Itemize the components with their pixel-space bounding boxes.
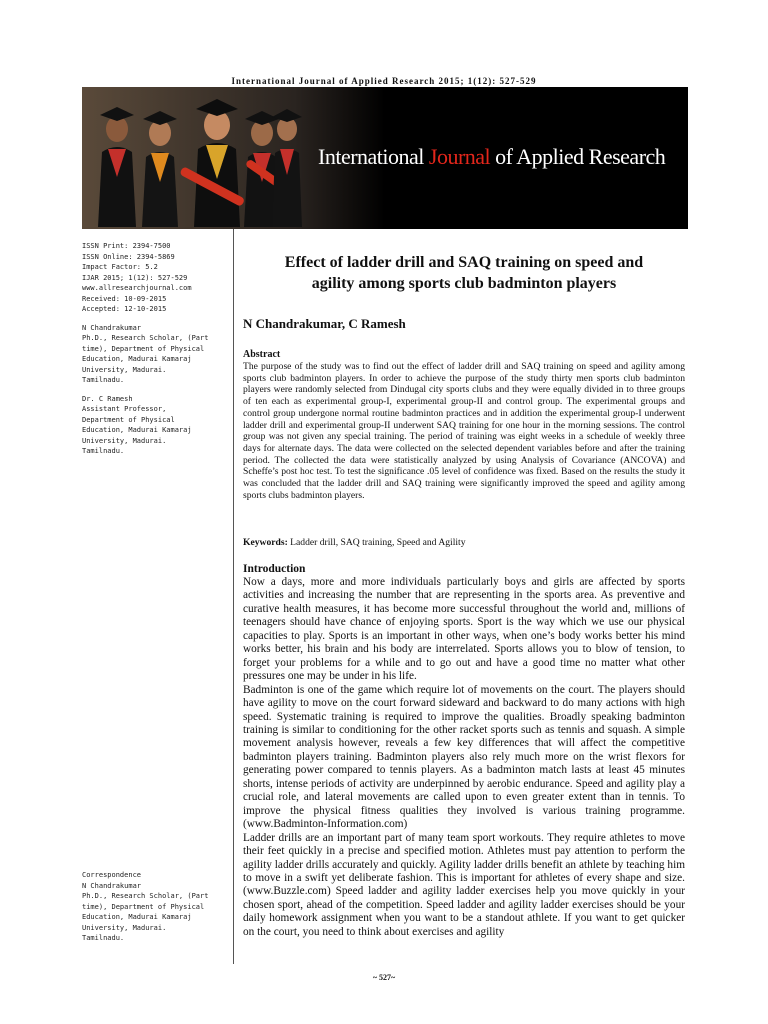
body-paragraph: Ladder drills are an important part of many team sport workouts. They require athletes to move their feet quickly in a precise and specified motion. Athletes must pay attention to perform the agility ladder drills accurately and quickly. Agility ladder drills benefit an athlete by teaching him to move in a swift yet deliberate fashion. This is important for athletes of every shape and size. (www.Buzzle.com) Speed ladder and agility ladder exercises help you move quickly in your chosen sport, ahead of the competition. Speed ladder and agility ladder exercises should be your daily homework assignment when you want to be a standout athlete. If you want to get quicker on the court, you need to think about exercises and agility [243, 831, 685, 938]
journal-title-part: International [318, 144, 429, 169]
keywords-label: Keywords: [243, 537, 288, 548]
affiliation-line: University, Madurai. [82, 365, 167, 374]
article-title [243, 252, 685, 294]
abstract-text: The purpose of the study was to find out the effect of ladder drill and SAQ training on speed and agility among sports club badminton players. In order to achieve the purpose of the study thirty men sports club badminton players were randomly selected from Dindugal city sports clubs and they were equally divided in to three groups of ten each as experimental group-I, experimental group-II and control group. The experimental groups and control group undergone normal routine badminton practices and in addition the experimental group-I underwent ladder drill and experimental group-II underwent SAQ training for one hour in the morning sessions. The control group was not given any special training. The period of training was eight weeks in a schedule of weekly three days for alternate days. The data were collected on the selected dependent variables before and after the training period. The collected the data were statistically analyzed by using Analysis of Covariance (ANCOVA) and Scheffe’s post hoc test. To test the significance .05 level of confidence was fixed. Based on the results the study it was concluded that the ladder drill and SAQ training were significantly improved the speed and agility among sports clubs badminton players. [243, 361, 685, 501]
sidebar-info-line: ISSN Online: 2394-5869 [82, 252, 175, 261]
sidebar-info-line: Accepted: 12-10-2015 [82, 305, 167, 313]
keywords [243, 537, 685, 548]
affiliation-line: University, Madurai. [82, 436, 167, 445]
correspondence-line: N Chandrakumar [82, 881, 142, 890]
affiliation-line: Education, Madurai Kamaraj [82, 355, 192, 363]
affiliation-line: Ph.D., Research Scholar, (Part [82, 334, 209, 342]
correspondence-line: Tamilnadu. [82, 934, 125, 942]
correspondence-line: time), Department of Physical [82, 902, 205, 911]
page-number: ~ 527~ [372, 973, 396, 982]
sidebar-info-line: ISSN Print: 2394-7500 [82, 242, 171, 250]
journal-citation-header: International Journal of Applied Research 2015; 1(12): 527-529 [231, 76, 537, 86]
article-authors: N Chandrakumar, C Ramesh [243, 316, 406, 331]
correspondence-line: Ph.D., Research Scholar, (Part [82, 892, 209, 900]
journal-title-part: of Applied Research [490, 144, 666, 169]
sidebar-info-line: IJAR 2015; 1(12): 527-529 [82, 273, 188, 282]
sidebar-info-line: Impact Factor: 5.2 [82, 263, 158, 271]
affiliation-line: Tamilnadu. [82, 447, 125, 455]
correspondence-block [82, 870, 230, 944]
body-paragraph: Now a days, more and more individuals particularly boys and girls are affected by sports activities and increasing the number that are representing in the sports area. As preventive and curative health measures, it has become more successful throughout the world and, millions of teenagers should have chance of enjoying sports. Sport is the way which we use our physical capacities to play. Sports is an important in other ways, when one’s body works better his mind works better, his brain and his body are interrelated. Sports allows you to blow of tension, to forget your problems for a while and to go out and have a good time no matter what other pressures one may be under in his life. [243, 576, 685, 683]
author2-affiliation [82, 394, 230, 457]
affiliation-line: time), Department of Physical [82, 344, 205, 353]
keywords-list: Ladder drill, SAQ training, Speed and Agility [290, 537, 466, 548]
author1-affiliation [82, 323, 230, 386]
journal-title [318, 144, 665, 170]
body-paragraph: Badminton is one of the game which require lot of movements on the court. The players should have agility to move on the court forward sideward and backward to do many actions with high speed. Systematic training is required to improve the qualities. Broadly speaking badminton training is similar to conditioning for the other racket sports such as tennis and squash. A simple movement analysis however, reveals a few key differences that will affect the competitive badminton players training. Badminton players also rely much more on the wrist flexors for generating power compared to tennis players. As a badminton match lasts at least 45 minutes shorts, intense periods of activity are underpinned by aerobic endurance. Speed and agility play a crucial role, and lateral movements are called upon to even greater extent than in tennis. To improve the physical fitness qualities they involved is various training programme. (www.Badminton-Information.com) [243, 683, 685, 831]
article-title-line: agility among sports club badminton players [311, 275, 617, 292]
affiliation-line: N Chandrakumar [82, 323, 142, 332]
affiliation-line: Tamilnadu. [82, 376, 125, 384]
journal-banner [82, 87, 688, 229]
introduction-body [243, 576, 685, 939]
affiliation-line: Assistant Professor, [82, 405, 167, 413]
sidebar-info [82, 241, 230, 457]
affiliation-line: Dr. C Ramesh [82, 394, 133, 403]
sidebar-info-line: Received: 10-09-2015 [82, 294, 167, 303]
abstract-heading: Abstract [243, 349, 281, 360]
journal-website-link[interactable]: www.allresearchjournal.com [82, 284, 192, 292]
introduction-heading: Introduction [243, 563, 306, 575]
affiliation-line: Education, Madurai Kamaraj [82, 426, 192, 434]
journal-title-accent: Journal [428, 144, 491, 169]
correspondence-heading: Correspondence [82, 871, 142, 879]
column-divider [233, 229, 234, 964]
correspondence-line: Education, Madurai Kamaraj [82, 913, 192, 921]
affiliation-line: Department of Physical [82, 415, 175, 424]
correspondence-line: University, Madurai. [82, 923, 167, 932]
article-title-line: Effect of ladder drill and SAQ training on speed and [284, 254, 644, 271]
